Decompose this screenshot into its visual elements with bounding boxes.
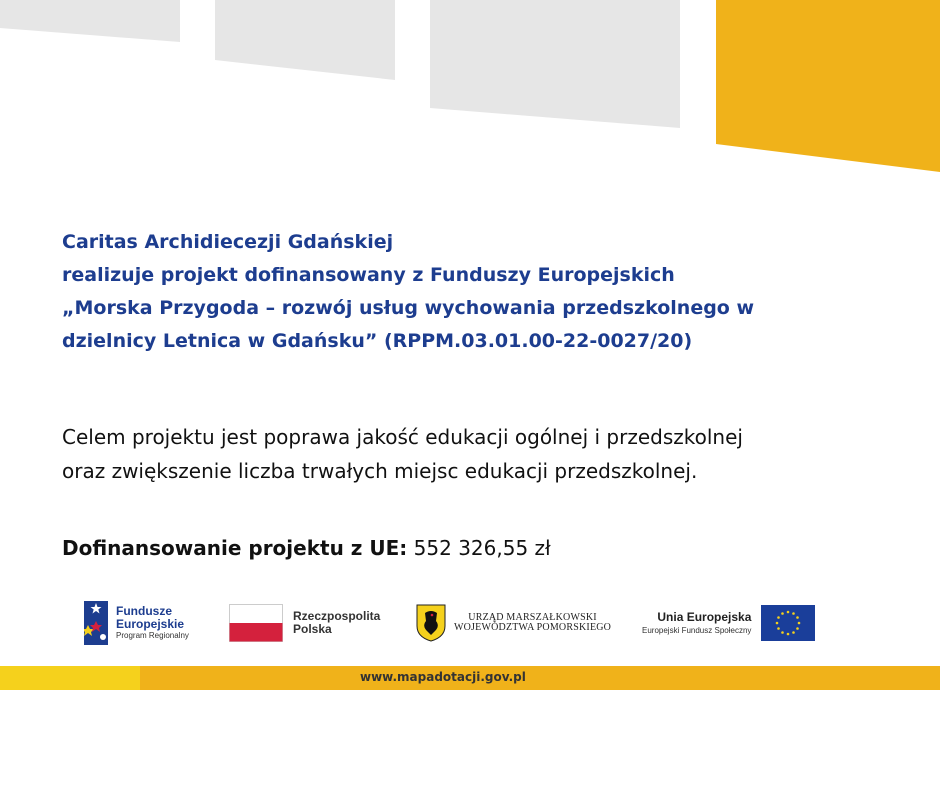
eu-flag-icon [761, 605, 815, 641]
logo-strip [0, 596, 940, 650]
um-label-2: WOJEWÓDZTWA POMORSKIEGO [454, 622, 612, 633]
logo-unia-europejska [642, 596, 815, 650]
project-heading [62, 226, 902, 358]
funding-amount: 552 326,55 zł [413, 536, 551, 560]
heading-line-title: „Morska Przygoda – rozwój usług wychowania przedszkolnego w [62, 297, 755, 319]
heading-line-funding: realizuje projekt dofinansowany z Funduszy Europejskich [62, 264, 675, 286]
logo-urzad-marszalkowski [416, 596, 611, 650]
fe-label-1: Fundusze [116, 604, 172, 619]
project-description [62, 420, 922, 488]
grey-stripe-3 [430, 0, 680, 128]
funding-label: Dofinansowanie projektu z UE: [62, 536, 408, 560]
rp-label-1: Rzeczpospolita [293, 609, 381, 624]
logo-rzeczpospolita-polska [229, 596, 380, 650]
heading-line-organization: Caritas Archidiecezji Gdańskiej [62, 231, 394, 253]
ue-label-1: Unia Europejska [657, 610, 752, 624]
yellow-stripe [716, 0, 940, 172]
ue-label-2: Europejski Fundusz Społeczny [642, 625, 752, 635]
description-line-2: oraz zwiększenie liczba trwałych miejsc edukacji przedszkolnej. [62, 459, 698, 483]
fundusze-europejskie-icon [84, 599, 108, 647]
description-line-1: Celem projektu jest poprawa jakość edukacji ogólnej i przedszkolnej [62, 425, 743, 449]
fe-label-3: Program Regionalny [116, 631, 189, 641]
footer-bar-light-segment [0, 666, 140, 690]
grey-stripe-2 [215, 0, 395, 80]
logo-fundusze-europejskie [84, 596, 189, 650]
footer-url: www.mapadotacji.gov.pl [360, 670, 526, 684]
heading-line-title-cont: dzielnicy Letnica w Gdańsku” (RPPM.03.01.00-22-0027/20) [62, 330, 693, 352]
footer-bar [0, 666, 940, 690]
rp-label-2: Polska [293, 622, 332, 636]
footer-bar-dark-segment [140, 666, 940, 690]
funding-info [62, 536, 551, 560]
top-decoration [0, 0, 940, 180]
grey-stripe-1 [0, 0, 180, 42]
pomorskie-coat-of-arms-icon [416, 604, 446, 642]
um-label-1: URZĄD MARSZAŁKOWSKI [468, 611, 597, 623]
polish-flag-icon [229, 604, 283, 642]
fe-label-2: Europejskie [116, 616, 185, 631]
